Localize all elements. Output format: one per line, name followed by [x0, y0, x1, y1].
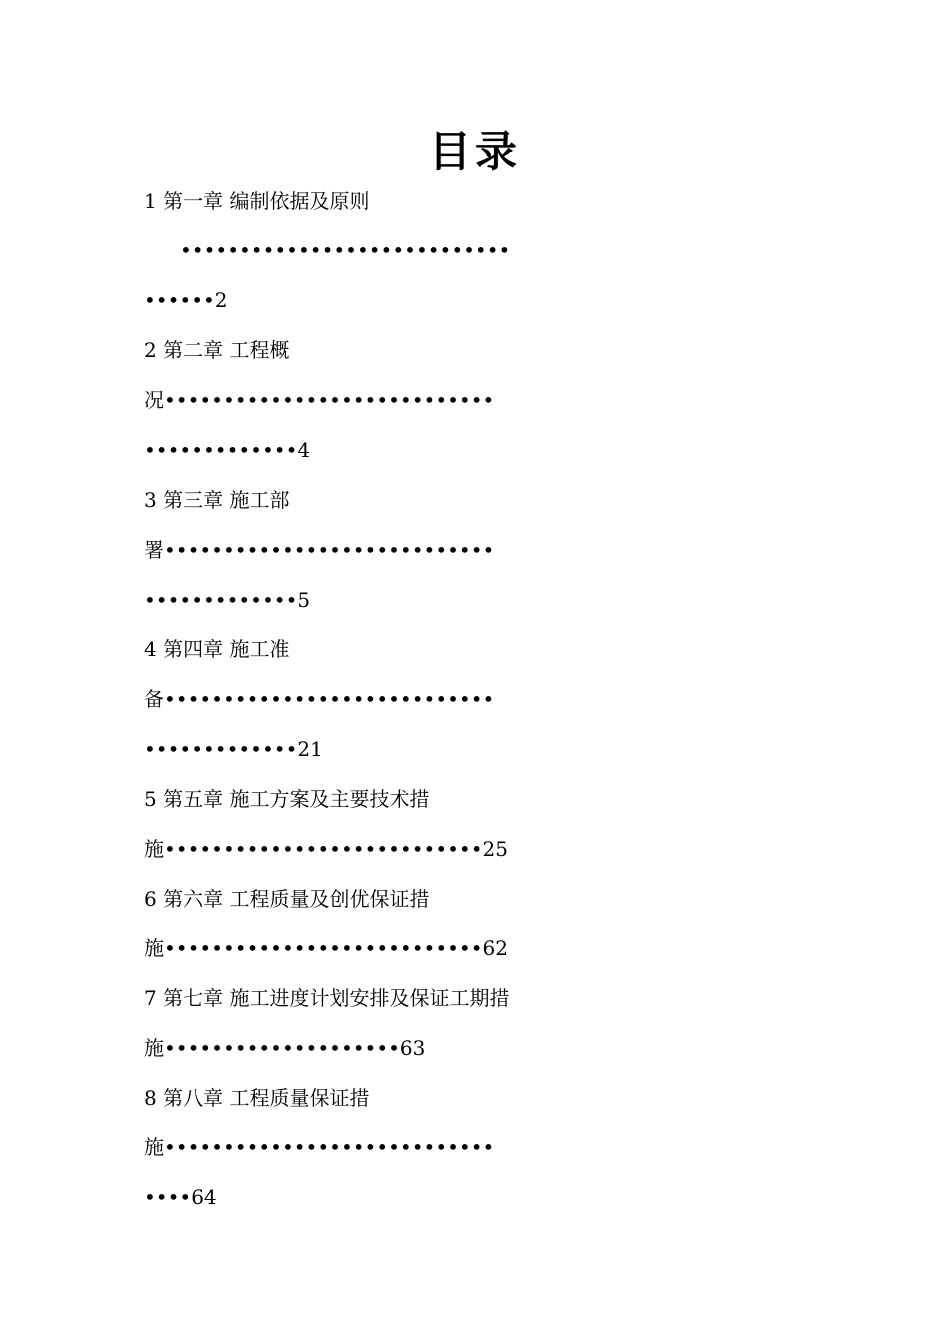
toc-entry-5-heading: 5 第五章 施工方案及主要技术措	[144, 787, 430, 811]
toc-entry-8-heading: 8 第八章 工程质量保证措	[144, 1086, 370, 1110]
toc-entry-8-page: ••••64	[144, 1185, 217, 1209]
toc-entry-1-heading: 1 第一章 编制依据及原则	[144, 189, 370, 213]
toc-entry-1-page: ••••••2	[144, 288, 228, 312]
toc-entry-6-heading: 6 第六章 工程质量及创优保证措	[144, 887, 430, 911]
toc-entry-4-heading: 4 第四章 施工准	[144, 637, 290, 661]
toc-entry-7-heading: 7 第七章 施工进度计划安排及保证工期措	[144, 986, 510, 1010]
toc-entry-1-leader: ••••••••••••••••••••••••••••	[180, 238, 511, 262]
toc-entry-2-page: •••••••••••••4	[144, 438, 311, 462]
toc-entry-3-leader: 署••••••••••••••••••••••••••••	[144, 538, 495, 562]
toc-entry-4-leader: 备••••••••••••••••••••••••••••	[144, 687, 495, 711]
toc-entry-5-leader: 施•••••••••••••••••••••••••••25	[144, 837, 508, 861]
toc-entry-2-leader: 况••••••••••••••••••••••••••••	[144, 388, 495, 412]
toc-entry-2-heading: 2 第二章 工程概	[144, 338, 290, 362]
toc-entry-7-leader: 施••••••••••••••••••••63	[144, 1036, 426, 1060]
toc-entry-4-page: •••••••••••••21	[144, 737, 323, 761]
toc-entry-6-leader: 施•••••••••••••••••••••••••••62	[144, 936, 508, 960]
toc-entry-3-heading: 3 第三章 施工部	[144, 488, 290, 512]
toc-entry-3-page: •••••••••••••5	[144, 588, 311, 612]
page-title: 目录	[428, 127, 521, 176]
toc-entry-8-leader: 施••••••••••••••••••••••••••••	[144, 1135, 495, 1159]
